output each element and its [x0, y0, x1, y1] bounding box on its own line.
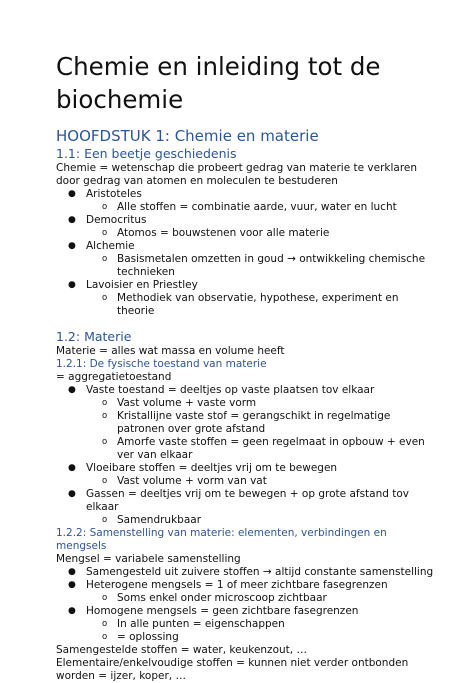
bullet-icon: ● — [68, 189, 76, 199]
sub-list-item-label: Vast volume + vorm van vat — [117, 475, 267, 487]
bullet-icon: ● — [68, 241, 76, 251]
sub-list-item-label: Vast volume + vaste vorm — [117, 397, 257, 409]
circle-bullet-icon: o — [102, 398, 108, 408]
circle-bullet-icon: o — [102, 411, 108, 421]
circle-bullet-icon: o — [102, 619, 108, 629]
circle-bullet-icon: o — [102, 254, 108, 264]
document-title — [56, 50, 436, 116]
list-item — [56, 279, 436, 292]
circle-bullet-icon: o — [102, 515, 108, 525]
sub-list-item — [56, 397, 436, 410]
sub-list-item — [56, 292, 436, 318]
sub-list-item-label: Basismetalen omzetten in goud → ontwikkeling chemische technieken — [117, 253, 426, 278]
bullet-icon: ● — [68, 463, 76, 473]
bullet-icon: ● — [68, 606, 76, 616]
bullet-icon: ● — [68, 580, 76, 590]
list-item — [56, 240, 436, 253]
title-line-2: biochemie — [56, 85, 184, 114]
section-heading-1-2: 1.2: Materie — [56, 329, 132, 344]
list-item-label: Vaste toestand = deeltjes op vaste plaatsen tov elkaar — [86, 384, 375, 396]
circle-bullet-icon: o — [102, 476, 108, 486]
circle-bullet-icon: o — [102, 437, 108, 447]
sub-list-item — [56, 514, 436, 527]
sub-list-item — [56, 410, 436, 436]
sub-list-item — [56, 592, 436, 605]
sub-list-item — [56, 227, 436, 240]
circle-bullet-icon: o — [102, 228, 108, 238]
sub-list-item — [56, 631, 436, 644]
bullet-icon: ● — [68, 489, 76, 499]
sub-list-item — [56, 253, 436, 279]
chapter-heading: HOOFDSTUK 1: Chemie en materie — [56, 127, 319, 145]
sub-list-item-label: Methodiek van observatie, hypothese, experiment en theorie — [117, 292, 399, 317]
circle-bullet-icon: o — [102, 593, 108, 603]
bullet-icon: ● — [68, 280, 76, 290]
sub-list-item-label: Alle stoffen = combinatie aarde, vuur, water en lucht — [117, 201, 397, 213]
bullet-icon: ● — [68, 385, 76, 395]
list-item-label: Democritus — [86, 214, 147, 226]
sub-list-item — [56, 201, 436, 214]
list-item-label: Heterogene mengsels = 1 of meer zichtbare fasegrenzen — [86, 579, 388, 591]
list-item — [56, 462, 436, 475]
section-heading-1-1: 1.1: Een beetje geschiedenis — [56, 146, 237, 161]
circle-bullet-icon: o — [102, 202, 108, 212]
sub-list-item — [56, 475, 436, 488]
sub-list-item-label: Kristallijne vaste stof = gerangschikt in regelmatige patronen over grote afstand — [117, 410, 391, 435]
paragraph: Mengsel = variabele samenstelling — [56, 553, 241, 565]
list-item-label: Vloeibare stoffen = deeltjes vrij om te bewegen — [86, 462, 338, 474]
paragraph: Elementaire/enkelvoudige stoffen = kunnen niet verder ontbonden worden = ijzer, koper, … — [56, 657, 409, 682]
subsection-heading-1-2-2: 1.2.2: Samenstelling van materie: elementen, verbindingen en mengsels — [56, 527, 387, 552]
subsection-heading-1-2-1: 1.2.1: De fysische toestand van materie — [56, 358, 267, 370]
list-item-label: Lavoisier en Priestley — [86, 279, 198, 291]
paragraph: Materie = alles wat massa en volume heeft — [56, 345, 285, 357]
paragraph: = aggregatietoestand — [56, 371, 172, 383]
paragraph: Samengestelde stoffen = water, keukenzout, … — [56, 644, 307, 656]
list-item — [56, 488, 436, 514]
sub-list-item-label: = oplossing — [117, 631, 179, 643]
list-item — [56, 214, 436, 227]
sub-list-item — [56, 436, 436, 462]
circle-bullet-icon: o — [102, 632, 108, 642]
list-item-label: Alchemie — [86, 240, 135, 252]
sub-list-item-label: Amorfe vaste stoffen = geen regelmaat in opbouw + even ver van elkaar — [117, 436, 425, 461]
sub-list-item-label: Soms enkel onder microscoop zichtbaar — [117, 592, 327, 604]
list-item-label: Samengesteld uit zuivere stoffen → altijd constante samenstelling — [86, 566, 434, 578]
list-item-label: Aristoteles — [86, 188, 142, 200]
circle-bullet-icon: o — [102, 293, 108, 303]
sub-list-item-label: Atomos = bouwstenen voor alle materie — [117, 227, 330, 239]
list-item-label: Homogene mengsels = geen zichtbare fasegrenzen — [86, 605, 359, 617]
list-item — [56, 579, 436, 592]
list-item-label: Gassen = deeltjes vrij om te bewegen + op grote afstand tov elkaar — [86, 488, 410, 513]
bullet-icon: ● — [68, 567, 76, 577]
title-line-1: Chemie en inleiding tot de — [56, 52, 381, 81]
paragraph: Chemie = wetenschap die probeert gedrag van materie te verklaren door gedrag van atomen en moleculen te bestuderen — [56, 162, 418, 187]
document-page — [56, 50, 436, 683]
sub-list-item-label: Samendrukbaar — [117, 514, 202, 526]
list-item — [56, 384, 436, 397]
list-item — [56, 188, 436, 201]
list-item — [56, 605, 436, 618]
bullet-icon: ● — [68, 215, 76, 225]
sub-list-item — [56, 618, 436, 631]
sub-list-item-label: In alle punten = eigenschappen — [117, 618, 285, 630]
list-item — [56, 566, 436, 579]
